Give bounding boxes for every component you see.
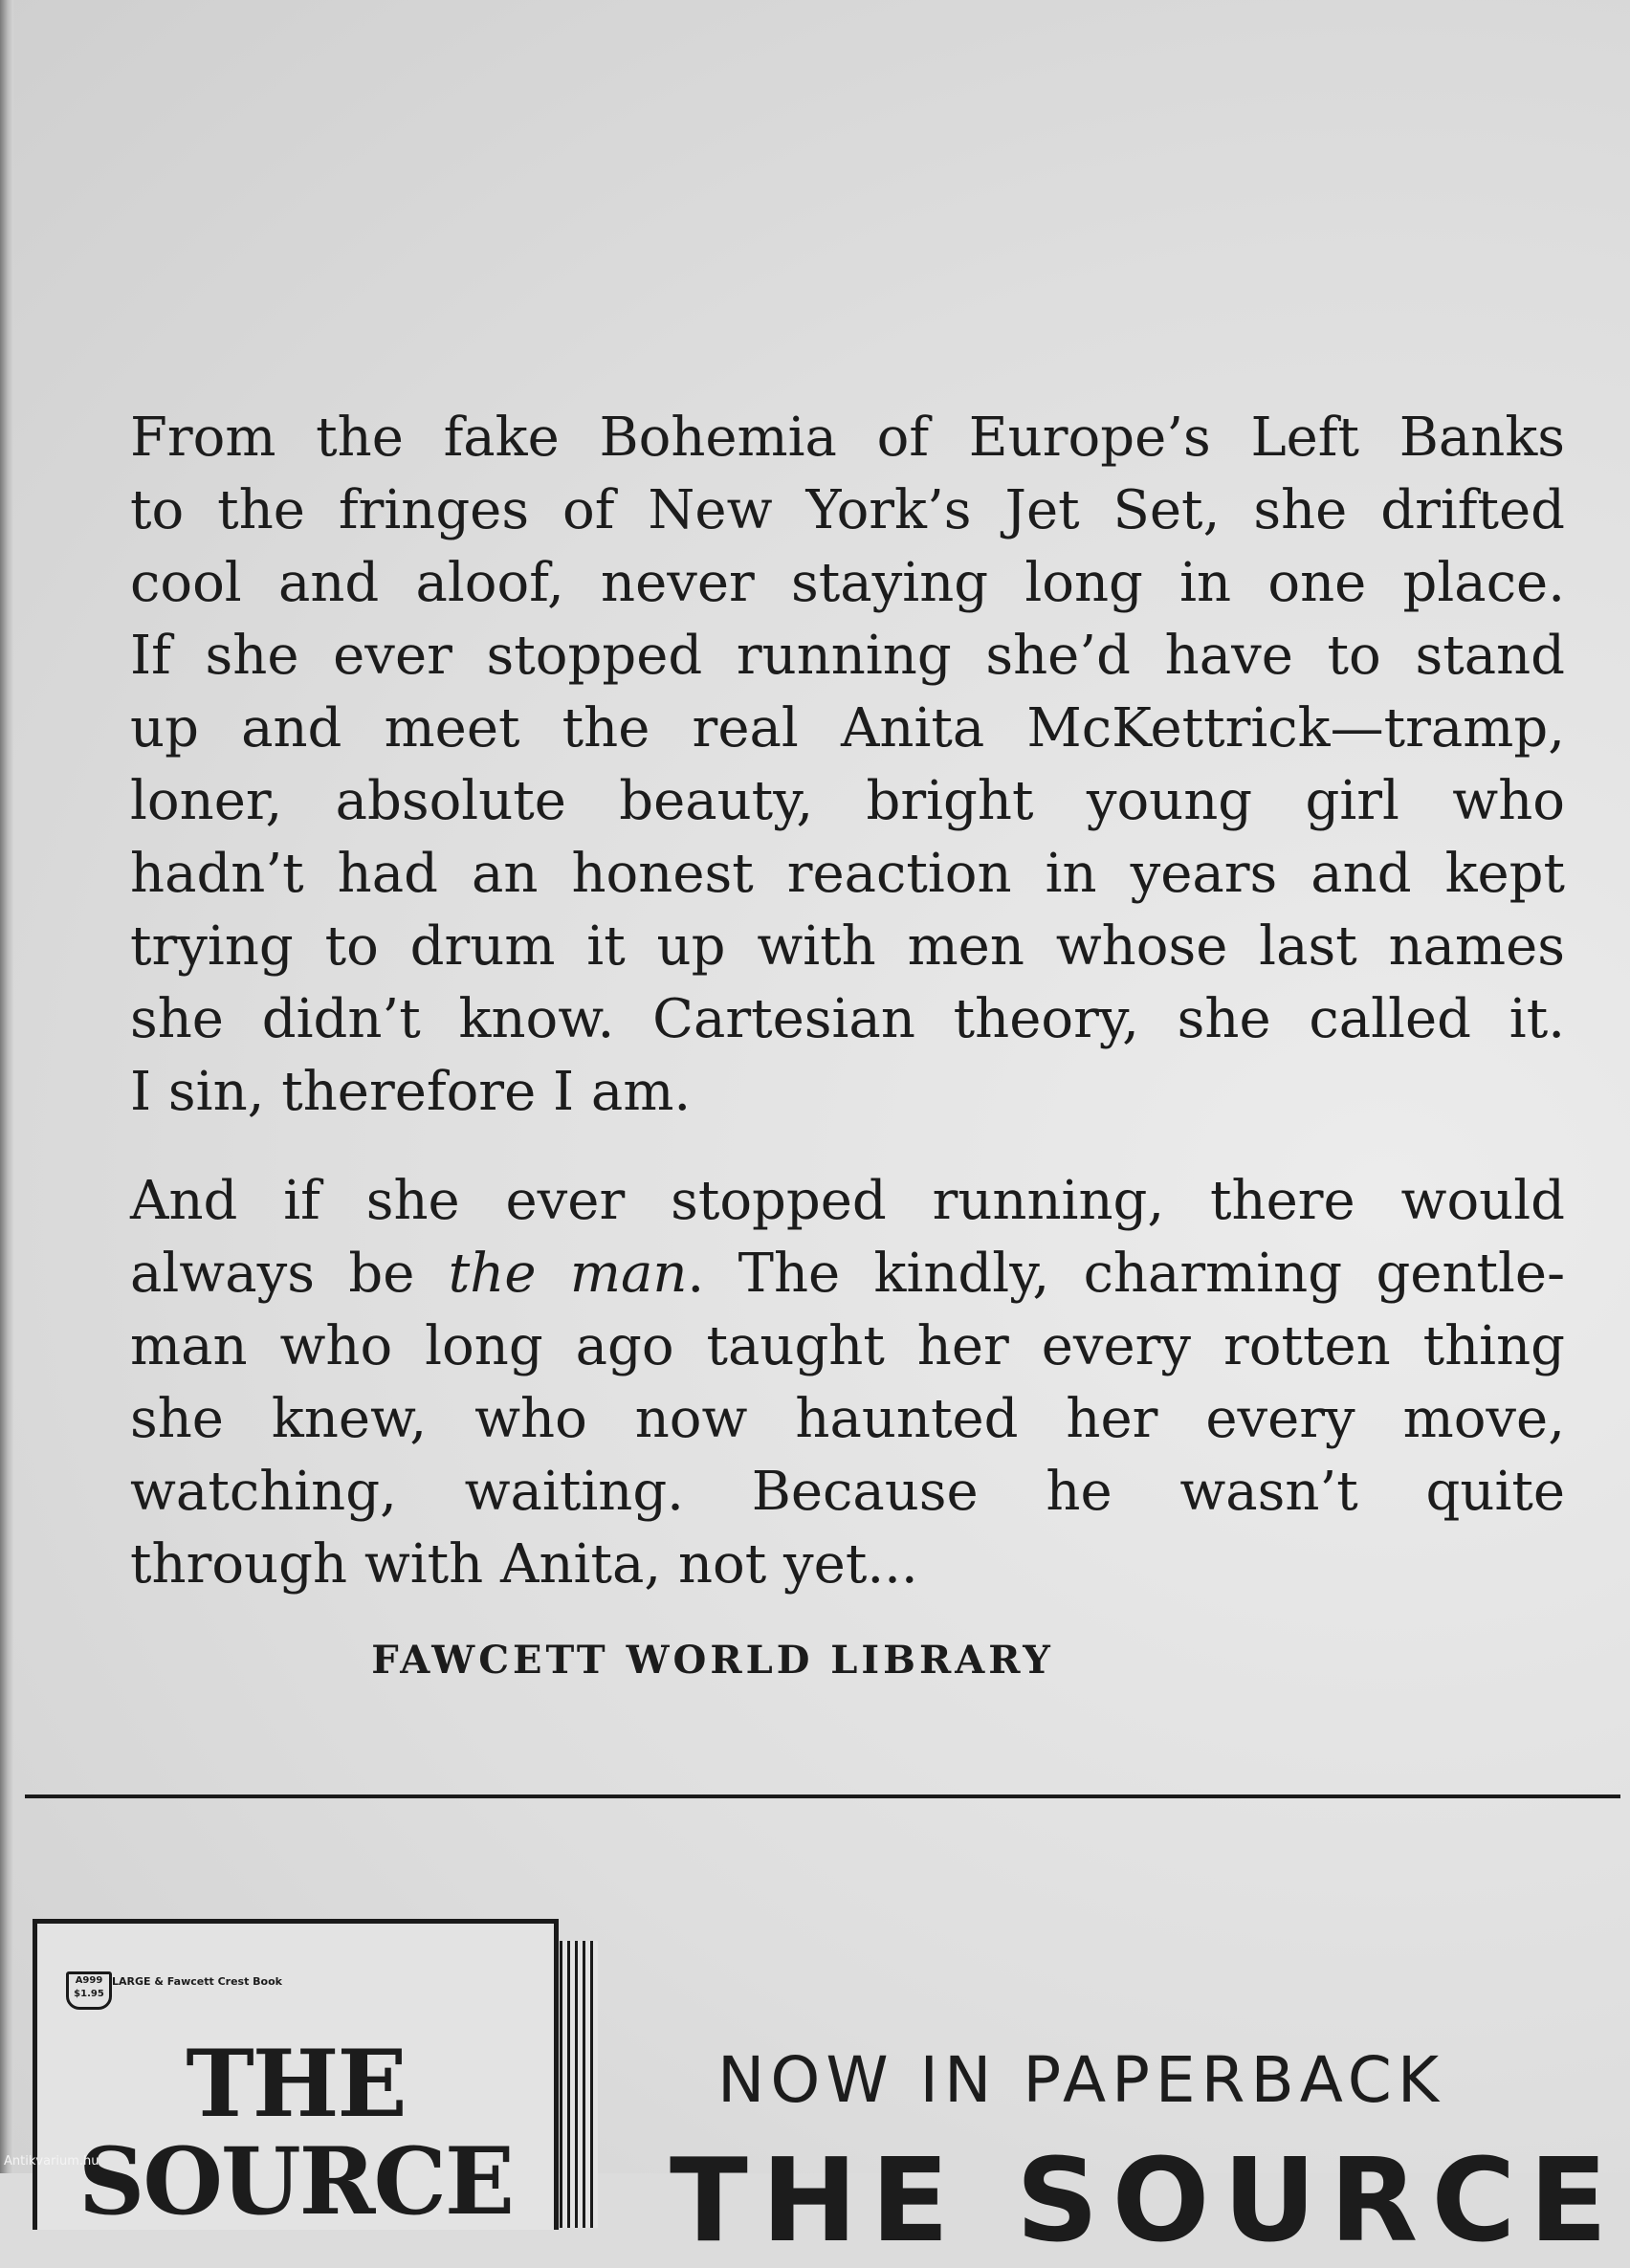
text-line: she knew, who now haunted her every move, [130, 1388, 1565, 1450]
text-line: cool and aloof, never staying long in one place. [130, 552, 1565, 614]
ad-big-title: THE SOURCE [670, 2135, 1621, 2268]
text-line: man who long ago taught her every rotten thing [130, 1315, 1565, 1377]
badge-caption: LARGE & Fawcett Crest Book [112, 1975, 282, 1988]
book-title-line-2: SOURCE [77, 2127, 514, 2235]
text-line: I sin, therefore I am. [130, 1061, 692, 1123]
text-line: loner, absolute beauty, bright young girl who [130, 770, 1565, 832]
blurb-paragraph-2 [130, 1165, 1565, 1601]
text-fragment: . The kindly, charming gentle- [687, 1243, 1565, 1305]
text-line: through with Anita, not yet... [130, 1533, 918, 1596]
advertised-book-cover [33, 1919, 559, 2235]
emphasis-text: the man [448, 1243, 688, 1305]
text-line-with-emphasis [130, 1238, 1565, 1310]
text-fragment: always be [130, 1243, 449, 1305]
divider-rule [25, 1795, 1620, 1798]
blurb-text [130, 402, 1565, 1638]
price-badge-text: A999 $1.95 [74, 1975, 104, 1999]
book-title-line-1: THE [186, 2030, 406, 2138]
ad-headline: NOW IN PAPERBACK [717, 2043, 1445, 2117]
text-line: From the fake Bohemia of Europe’s Left Banks [130, 407, 1565, 469]
price-badge [66, 1971, 112, 2010]
blurb-paragraph-1 [130, 402, 1565, 1129]
text-line: And if she ever stopped running, there would [130, 1170, 1565, 1232]
book-pages-edge [560, 1941, 598, 2228]
publisher-imprint [0, 1638, 1244, 1683]
watermark-text: Antikvarium.hu [4, 2154, 99, 2169]
text-line: she didn’t know. Cartesian theory, she called it. [130, 988, 1565, 1050]
cover-edge [0, 0, 13, 2173]
text-line: hadn’t had an honest reaction in years and kept [130, 843, 1565, 905]
text-line: trying to drum it up with men whose last names [130, 915, 1565, 978]
text-line: If she ever stopped running she’d have to stand [130, 625, 1565, 687]
text-line: watching, waiting. Because he wasn’t quite [130, 1461, 1565, 1523]
publisher-name: FAWCETT WORLD LIBRARY [371, 1638, 1054, 1683]
advertised-book-title [37, 2030, 554, 2235]
text-line: up and meet the real Anita McKettrick—tramp, [130, 697, 1565, 760]
text-line: to the fringes of New York’s Jet Set, she drifted [130, 479, 1565, 541]
